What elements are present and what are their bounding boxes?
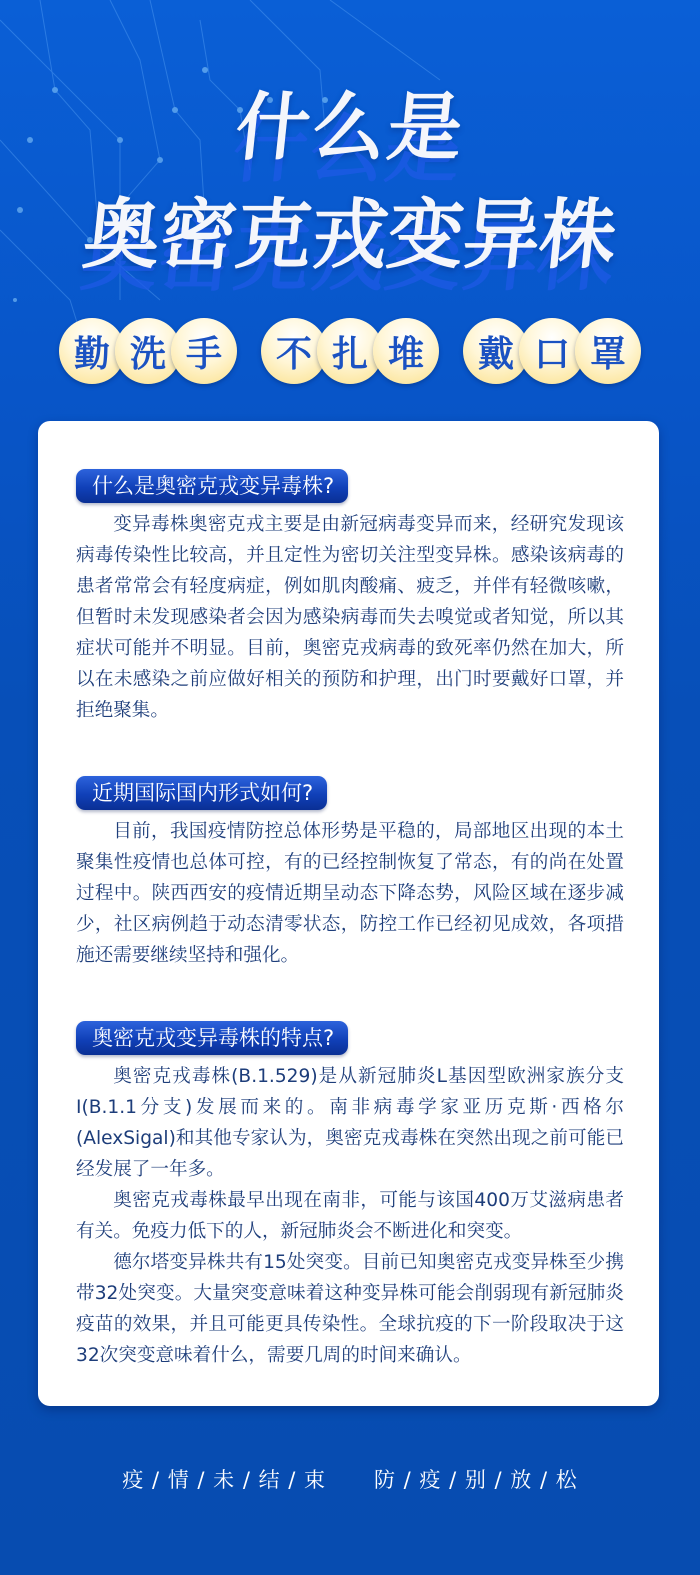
tip-char: 扎: [317, 318, 383, 384]
section-what-is-omicron: [76, 469, 624, 726]
section-current-situation: [76, 776, 624, 971]
section-paragraph: 德尔塔变异株共有15处突变。目前已知奥密克戎变异株至少携带32处突变。大量突变意味着这种变异株可能会削弱现有新冠肺炎疫苗的效果，并且可能更具传染性。全球抗疫的下一阶段取决于这32次突变意味着什么，需要几周的时间来确认。: [76, 1252, 624, 1366]
section-heading: 近期国际国内形式如何?: [76, 776, 327, 810]
section-omicron-features: [76, 1021, 624, 1371]
tip-char: 口: [519, 318, 585, 384]
section-paragraph: 目前，我国疫情防控总体形势是平稳的，局部地区出现的本土聚集性疫情也总体可控，有的已经控制恢复了常态，有的尚在处置过程中。陕西西安的疫情近期呈动态下降态势，风险区域在逐步减少，社区病例趋于动态清零状态，防控工作已经初见成效，各项措施还需要继续坚持和强化。: [76, 821, 624, 966]
page-title: [0, 80, 700, 290]
tip-char: 戴: [463, 318, 529, 384]
tip-avoid-crowds: [261, 318, 439, 384]
tip-char: 不: [261, 318, 327, 384]
tip-char: 堆: [373, 318, 439, 384]
footer-slogan: [0, 1464, 700, 1494]
section-heading: 什么是奥密克戎变异毒株?: [76, 469, 348, 503]
tip-char: 手: [171, 318, 237, 384]
tip-char: 罩: [575, 318, 641, 384]
slogan-right: 防 / 疫 / 别 / 放 / 松: [374, 1468, 578, 1492]
tip-char: 勤: [59, 318, 125, 384]
section-paragraph: 变异毒株奥密克戎主要是由新冠病毒变异而来，经研究发现该病毒传染性比较高，并且定性为密切关注型变异株。感染该病毒的患者常常会有轻度病症，例如肌肉酸痛、疲乏，并伴有轻微咳嗽，但暂时未发现感染者会因为感染病毒而失去嗅觉或者知觉，所以其症状可能并不明显。目前，奥密克戎病毒的致死率仍然在加大，所以在未感染之前应做好相关的预防和护理，出门时要戴好口罩，并拒绝聚集。: [76, 514, 624, 721]
section-heading: 奥密克戎变异毒株的特点?: [76, 1021, 348, 1055]
slogan-left: 疫 / 情 / 未 / 结 / 束: [122, 1468, 326, 1492]
tips-row: [0, 318, 700, 384]
tip-wear-mask: [463, 318, 641, 384]
tip-char: 洗: [115, 318, 181, 384]
title-line-2: 奥密克戎变异株: [79, 190, 621, 279]
title-line-1: 什么是: [231, 85, 469, 171]
section-paragraph: 奥密克戎毒株最早出现在南非，可能与该国400万艾滋病患者有关。免疫力低下的人，新冠肺炎会不断进化和突变。: [76, 1190, 624, 1242]
section-paragraph: 奥密克戎毒株(B.1.529)是从新冠肺炎L基因型欧洲家族分支I(B.1.1分支)发展而来的。南非病毒学家亚历克斯·西格尔(AlexSigal)和其他专家认为，奥密克戎毒株在突然出现之前可能已经发展了一年多。: [76, 1066, 624, 1180]
tip-wash-hands: [59, 318, 237, 384]
content-card: [38, 421, 659, 1406]
